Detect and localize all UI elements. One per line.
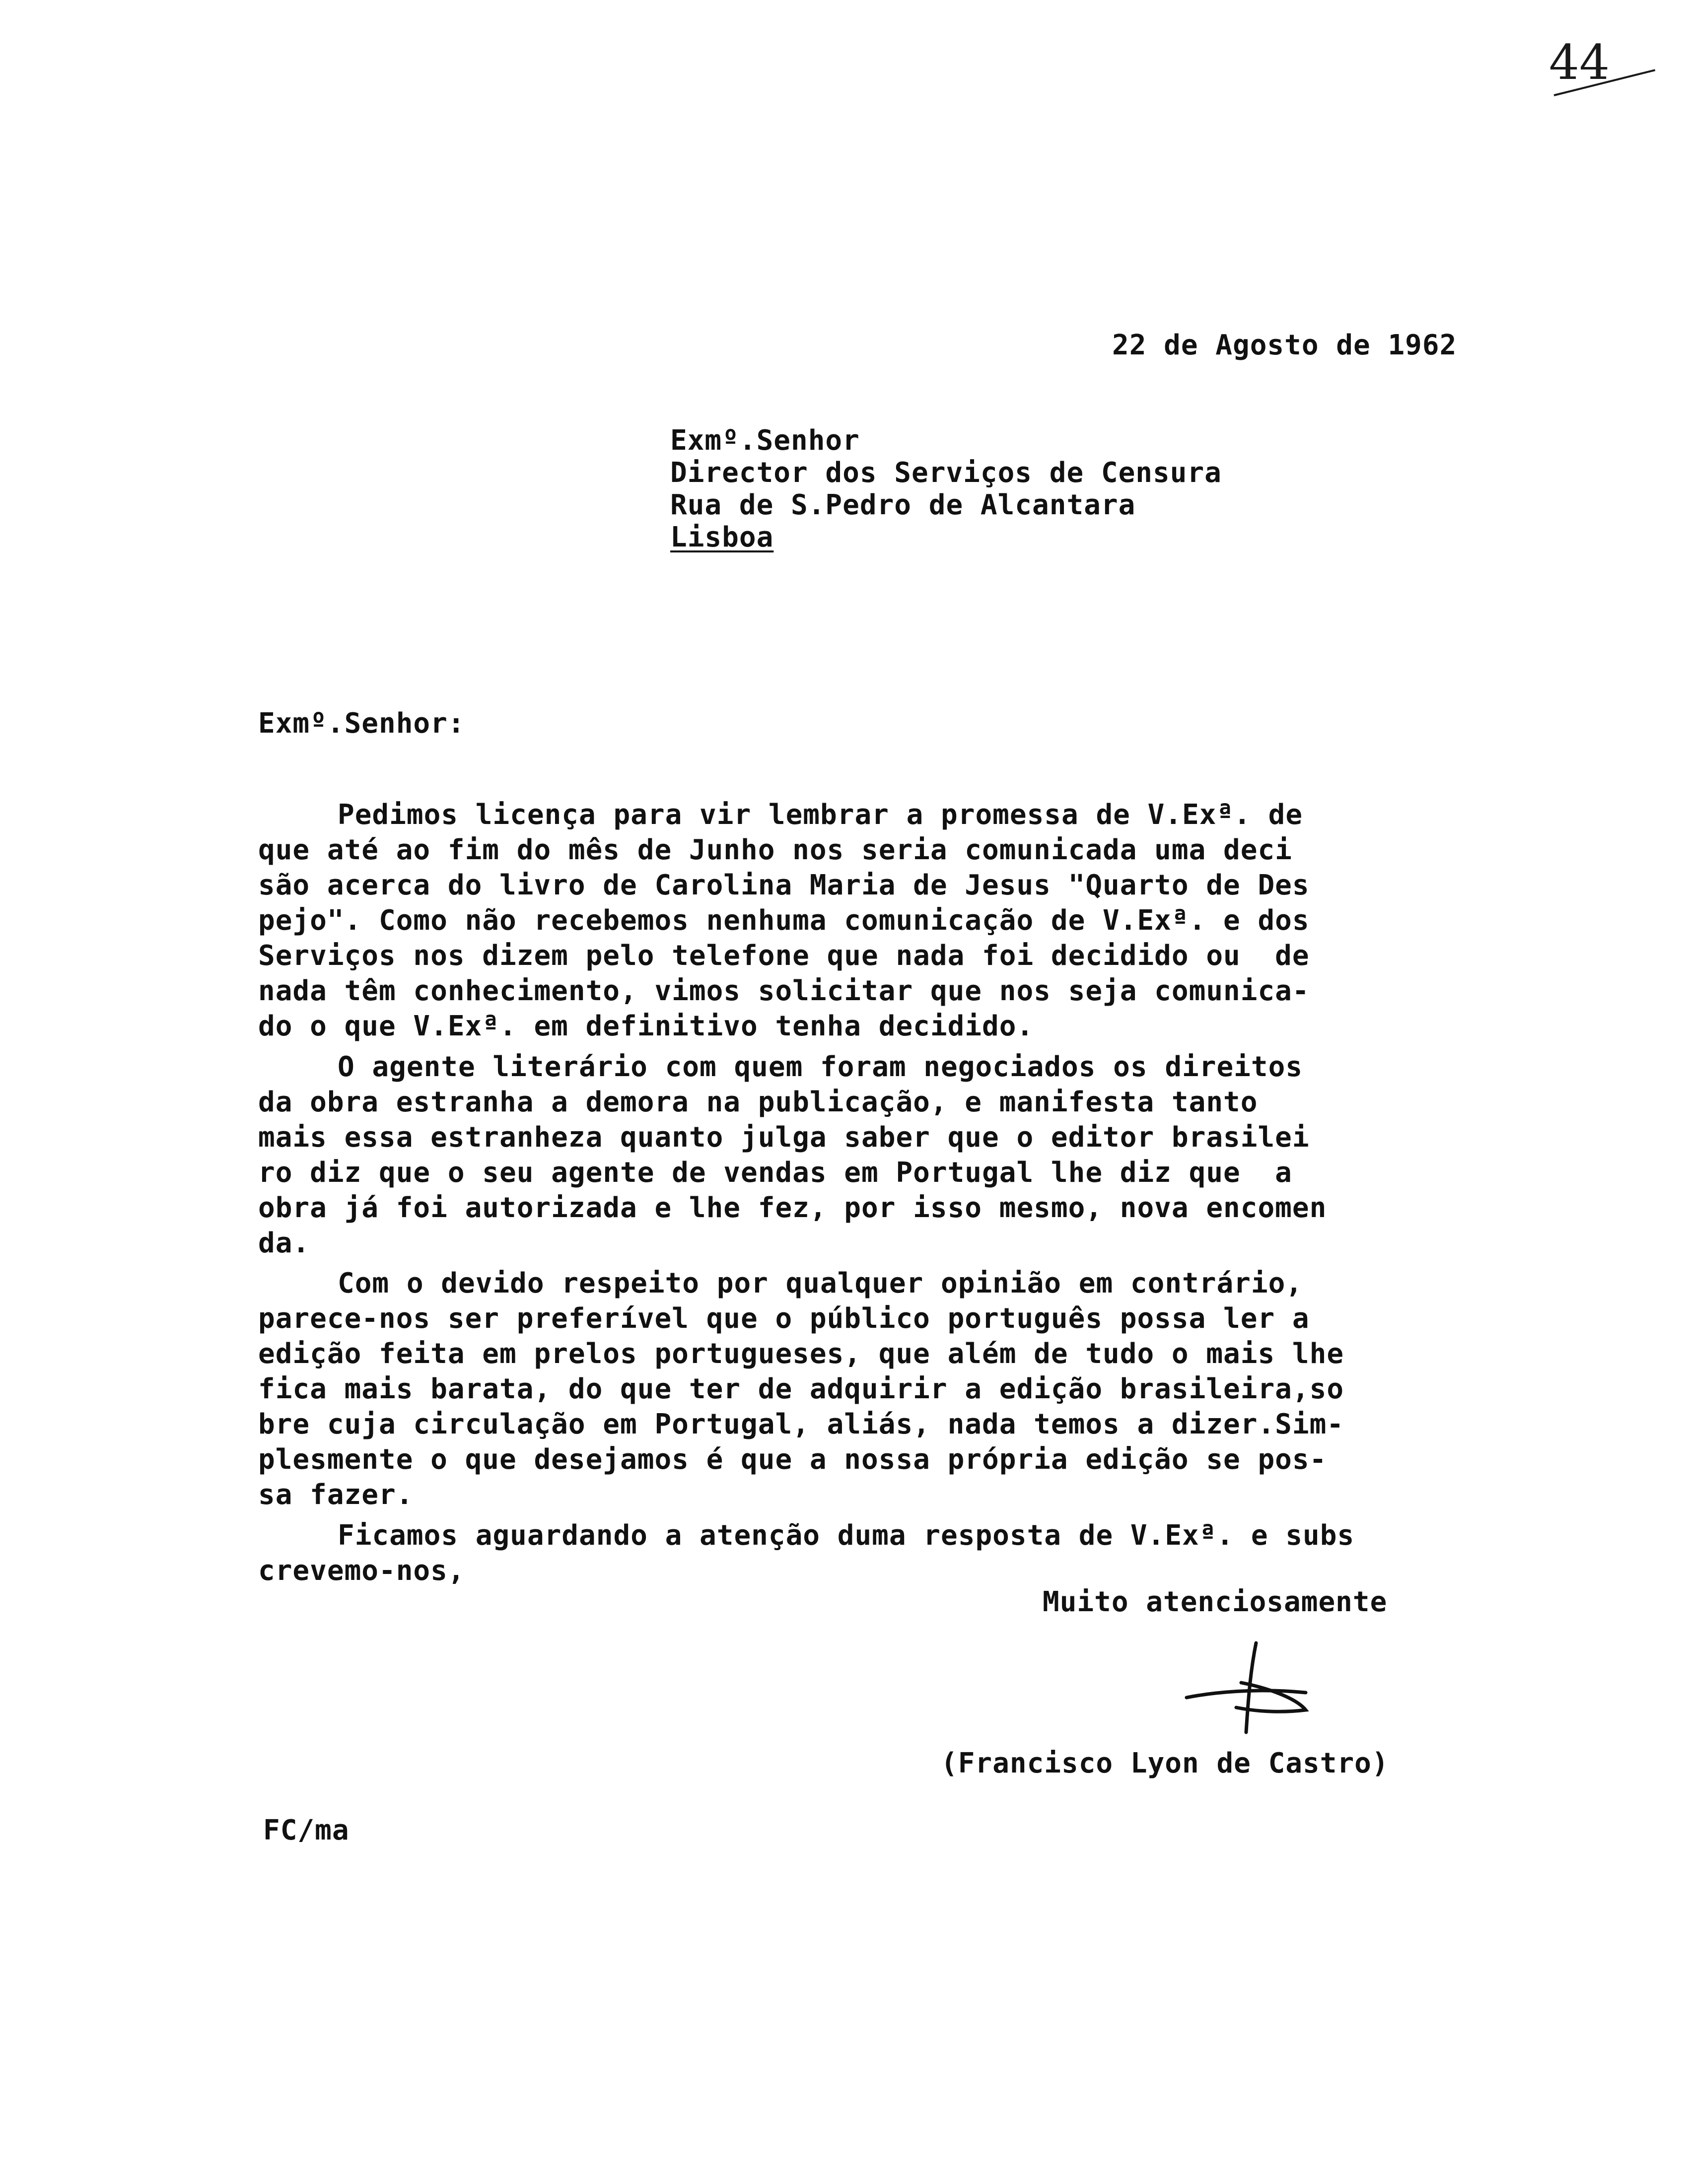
signature-mark: [1182, 1638, 1321, 1737]
body-line: sa fazer.: [258, 1479, 414, 1511]
folio-number: 44: [1549, 35, 1610, 90]
salutation: Exmº.Senhor:: [258, 707, 465, 740]
reference-initials: FC/ma: [263, 1814, 350, 1846]
closing: Muito atenciosamente: [1043, 1586, 1388, 1618]
body-line: nada têm conhecimento, vimos solicitar que nos seja comunica-: [258, 975, 1310, 1007]
body-line: edição feita em prelos portugueses, que além de tudo o mais lhe: [258, 1338, 1344, 1370]
body-line: mais essa estranheza quanto julga saber que o editor brasilei: [258, 1121, 1310, 1154]
body-line: Pedimos licença para vir lembrar a promessa de V.Exª. de: [338, 799, 1303, 831]
body-line: da obra estranha a demora na publicação, e manifesta tanto: [258, 1086, 1258, 1118]
recipient-city: Lisboa: [670, 521, 774, 553]
body-line: Serviços nos dizem pelo telefone que nada foi decidido ou de: [258, 940, 1310, 972]
body-line: que até ao fim do mês de Junho nos seria comunicada uma deci: [258, 834, 1292, 866]
body-line: O agente literário com quem foram negociados os direitos: [338, 1051, 1303, 1083]
body-line: plesmente o que desejamos é que a nossa própria edição se pos-: [258, 1443, 1327, 1476]
recipient-position: Director dos Serviços de Censura: [670, 457, 1222, 489]
body-line: da.: [258, 1227, 310, 1259]
letter-date: 22 de Agosto de 1962: [1112, 329, 1457, 361]
body-line: crevemo-nos,: [258, 1555, 465, 1587]
body-line: fica mais barata, do que ter de adquirir a edição brasileira,so: [258, 1373, 1344, 1405]
body-line: obra já foi autorizada e lhe fez, por isso mesmo, nova encomen: [258, 1192, 1327, 1224]
signatory-name: (Francisco Lyon de Castro): [941, 1747, 1389, 1779]
recipient-address: Rua de S.Pedro de Alcantara: [670, 489, 1136, 521]
body-line: pejo". Como não recebemos nenhuma comunicação de V.Exª. e dos: [258, 904, 1310, 937]
body-line: Ficamos aguardando a atenção duma resposta de V.Exª. e subs: [338, 1519, 1355, 1552]
body-line: ro diz que o seu agente de vendas em Portugal lhe diz que a: [258, 1157, 1292, 1189]
recipient-title: Exmº.Senhor: [670, 424, 860, 457]
body-line: do o que V.Exª. em definitivo tenha decidido.: [258, 1010, 1034, 1042]
body-line: Com o devido respeito por qualquer opinião em contrário,: [338, 1267, 1303, 1299]
body-line: parece-nos ser preferível que o público português possa ler a: [258, 1302, 1310, 1335]
body-line: bre cuja circulação em Portugal, aliás, nada temos a dizer.Sim-: [258, 1408, 1344, 1440]
body-line: são acerca do livro de Carolina Maria de Jesus "Quarto de Des: [258, 869, 1310, 901]
